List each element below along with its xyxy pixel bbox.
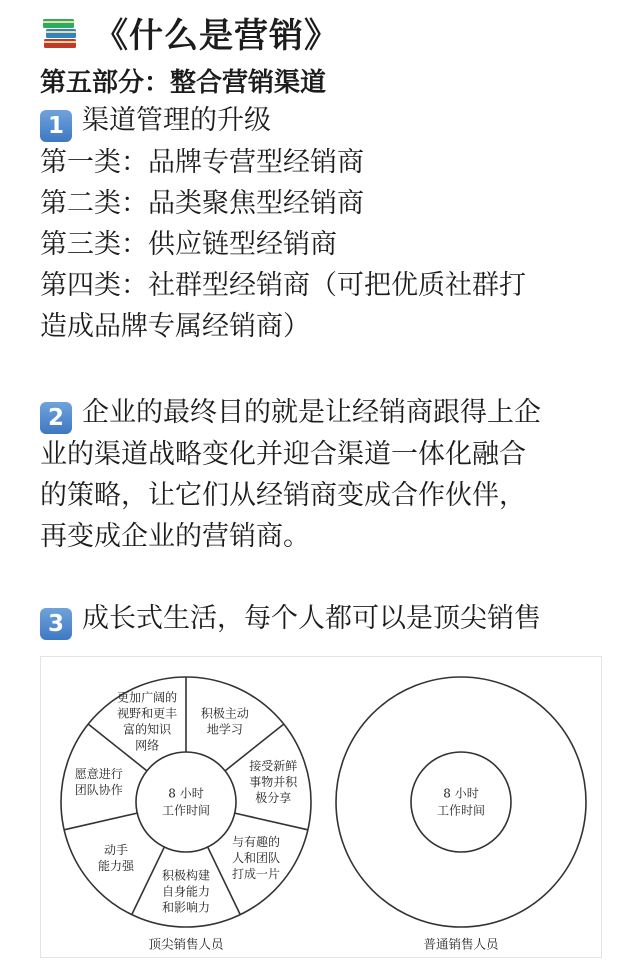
segment-label: 接受新鲜 xyxy=(249,759,298,774)
segment-label: 事物并积 xyxy=(249,775,298,790)
point-3-line xyxy=(40,598,630,640)
segment-label: 动手 xyxy=(104,842,129,857)
segment-label: 团队协作 xyxy=(74,783,123,798)
point-1-line: 第一类：品牌专营型经销商 xyxy=(40,147,364,178)
center-label: 8 小时 xyxy=(443,786,479,801)
inner-circle xyxy=(411,752,511,852)
number-3-badge: 3 xyxy=(40,608,72,640)
inner-circle xyxy=(136,752,236,852)
top-sales-diagram xyxy=(61,677,311,952)
segment-label: 视野和更丰 xyxy=(117,706,178,721)
center-label: 8 小时 xyxy=(168,786,204,801)
number-1-badge: 1 xyxy=(40,110,72,142)
page-title: 《什么是营销》 xyxy=(94,15,339,56)
segment-label: 极分享 xyxy=(255,791,292,806)
segment-divider xyxy=(132,847,165,915)
segment-label: 网络 xyxy=(135,738,160,753)
segment-label: 打成一片 xyxy=(231,866,280,881)
segment-label: 积极主动 xyxy=(200,706,249,721)
point-2-line: 再变成企业的营销商。 xyxy=(40,521,310,552)
point-1-line: 第二类：品类聚焦型经销商 xyxy=(40,188,364,219)
point-1-line: 第四类：社群型经销商（可把优质社群打 xyxy=(40,270,526,301)
segment-divider xyxy=(235,813,308,830)
point-2 xyxy=(40,392,630,557)
segment-label: 与有趣的 xyxy=(231,834,280,849)
ordinary-sales-caption: 普通销售人员 xyxy=(423,936,499,952)
comparison-figure xyxy=(40,656,602,958)
number-2-badge: 2 xyxy=(40,402,72,434)
title-row xyxy=(40,4,339,60)
point-1 xyxy=(40,100,630,347)
books-icon xyxy=(40,12,80,52)
point-3-text: 成长式生活，每个人都可以是顶尖销售 xyxy=(82,603,541,634)
center-label: 工作时间 xyxy=(161,803,211,818)
segment-label: 地学习 xyxy=(206,722,243,737)
segment-label: 人和团队 xyxy=(231,850,280,865)
segment-label: 和影响力 xyxy=(161,900,211,915)
segment-label: 富的知识 xyxy=(123,722,172,737)
comparison-diagram xyxy=(41,657,601,957)
point-1-line: 第三类：供应链型经销商 xyxy=(40,229,337,260)
center-label: 工作时间 xyxy=(436,803,486,818)
point-2-line xyxy=(40,392,630,434)
section-title: 第五部分：整合营销渠道 xyxy=(40,68,327,98)
point-2-line: 业的渠道战略变化并迎合渠道一体化融合 xyxy=(40,439,526,470)
segment-label: 愿意进行 xyxy=(74,767,123,782)
segment-label: 自身能力 xyxy=(161,884,211,899)
outer-circle xyxy=(336,677,586,927)
segment-label: 积极构建 xyxy=(161,868,211,883)
segment-label: 能力强 xyxy=(98,858,135,873)
point-2-line: 的策略，让它们从经销商变成合作伙伴， xyxy=(40,480,526,511)
point-3 xyxy=(40,598,630,640)
point-1-heading xyxy=(40,100,630,142)
segment-label: 更加广阔的 xyxy=(117,690,178,705)
segment-divider xyxy=(64,813,137,830)
ordinary-sales-diagram xyxy=(336,677,586,952)
point-1-heading-text: 渠道管理的升级 xyxy=(82,105,271,136)
point-1-line: 造成品牌专属经销商） xyxy=(40,311,310,342)
top-sales-caption: 顶尖销售人员 xyxy=(148,936,224,952)
point-2-line-text: 企业的最终目的就是让经销商跟得上企 xyxy=(82,397,541,428)
